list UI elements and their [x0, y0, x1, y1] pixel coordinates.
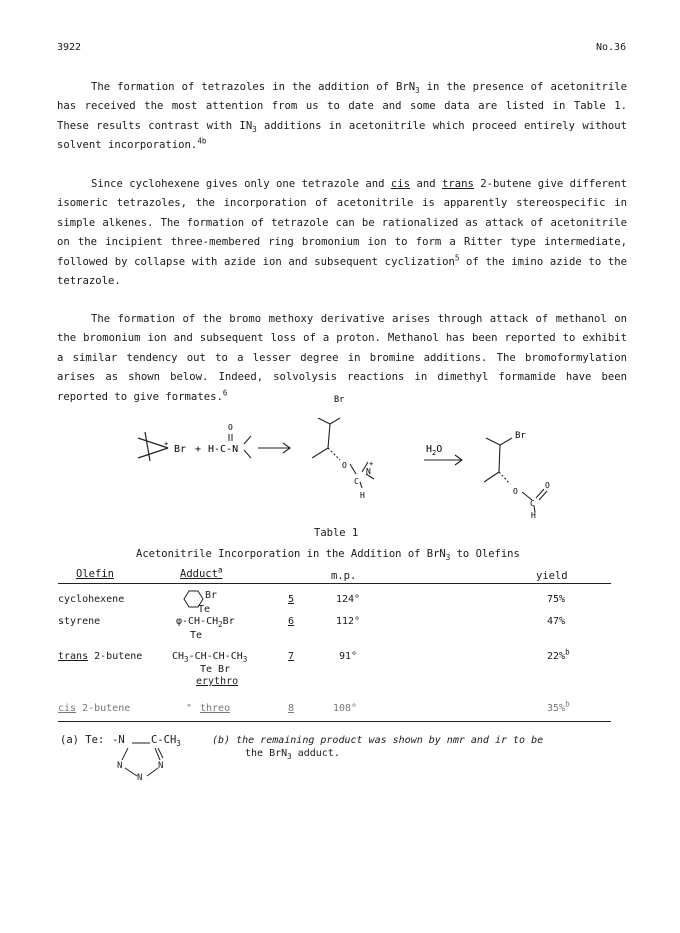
row3-olefin-rest: 2-butene — [88, 651, 143, 662]
p3-ref: 6 — [222, 388, 228, 398]
header-olefin: Olefin — [76, 568, 114, 580]
p2-ref: 5 — [454, 253, 460, 263]
product-br: Br — [515, 431, 526, 441]
row2-yield: 47% — [547, 616, 566, 627]
reaction-arrow-2 — [424, 455, 462, 465]
row4-adduct-ditto: " — [186, 703, 193, 714]
intermediate-n: N — [366, 467, 371, 476]
ritter-intermediate — [312, 418, 374, 488]
table-caption — [136, 548, 520, 563]
row3-adduct-sub: 3 — [184, 655, 189, 664]
row4-num: 8 — [288, 703, 295, 714]
intermediate-plus: + — [369, 460, 374, 468]
scheme-br-label: Br — [174, 444, 187, 455]
table-title: Table 1 — [314, 527, 359, 539]
row4-yield — [547, 699, 570, 714]
row2-num: 6 — [288, 616, 295, 627]
caption-text-b: to Olefins — [450, 548, 520, 560]
footnote-b-sub: 3 — [287, 752, 292, 761]
footnote-a-label: (a) Te: — [60, 734, 105, 746]
row1-olefin: cyclohexene — [58, 594, 125, 605]
product-h: H — [531, 511, 536, 518]
row4-mp: 108° — [333, 703, 358, 714]
caption-text-a: Acetonitrile Incorporation in the Addition of BrN — [136, 548, 446, 560]
p1-sub2: 3 — [252, 124, 257, 134]
table-bottom-rule — [58, 721, 611, 722]
scheme-plus-bromonium: + — [164, 440, 169, 448]
reaction-scheme — [0, 388, 680, 518]
p2-text-a: Since cyclohexene gives only one tetrazole and — [91, 178, 391, 190]
row3-adduct-ch: CH — [172, 651, 185, 662]
journal-number: No.36 — [596, 42, 627, 53]
row4-yield-sup: b — [565, 699, 570, 709]
scheme-reagent: H-C-N — [208, 444, 239, 455]
row3-adduct-mid: -CH-CH-CH — [188, 651, 243, 662]
row3-adduct-tebr: Te Br — [200, 664, 231, 675]
intermediate-h: H — [360, 491, 365, 500]
p1-text-c: additions in acetonitrile which proceed entirely without solvent incorporation. — [57, 119, 628, 152]
footnote-b-label: (b) — [212, 735, 231, 746]
scheme-plus: + — [195, 444, 202, 455]
paragraph-2 — [57, 175, 627, 291]
reaction-arrow-1 — [258, 443, 290, 453]
row3-olefin — [58, 651, 142, 662]
row1-mp: 124° — [336, 594, 361, 605]
row2-adduct-te: Te — [190, 630, 203, 641]
row2-adduct — [176, 616, 235, 627]
p2-and: and — [410, 178, 442, 190]
caption-sub: 3 — [445, 553, 451, 563]
footnote-a-c-sub: 3 — [176, 739, 181, 749]
row2-olefin: styrene — [58, 616, 101, 627]
row3-adduct — [172, 651, 247, 662]
footnote-b-line2 — [245, 748, 340, 759]
product-c: C — [530, 499, 535, 508]
header-mp: m.p. — [331, 570, 357, 582]
row3-adduct-stereo: erythro — [196, 676, 239, 687]
footnote-a-n: -N — [112, 734, 125, 746]
paragraph-1 — [57, 78, 627, 156]
row3-num: 7 — [288, 651, 295, 662]
footnote-b-text2b: adduct. — [291, 748, 340, 759]
row4-olefin-rest: 2-butene — [76, 703, 131, 714]
row3-mp: 91° — [339, 651, 358, 662]
footnote-a-n2: N — [158, 761, 164, 771]
row2-adduct-br: Br — [222, 616, 235, 627]
header-adduct-sup: a — [217, 565, 223, 575]
row3-olefin-trans: trans — [58, 651, 89, 662]
p2-text-b: 2-butene give different isomeric tetrazoles, the incorporation of acetonitrile is apparently stereospecific in simple alkenes. The formation of tetrazole can be rationalized as attack of acetonitrile on the incipient three-membered ring bromonium ion to form a Ritter type intermediate, followed by collapse with azide ion and subsequent cyclization — [57, 178, 628, 268]
product-o2: O — [545, 481, 550, 490]
row4-olefin — [58, 703, 130, 714]
row1-yield: 75% — [547, 594, 566, 605]
header-adduct — [180, 565, 223, 580]
row4-adduct-stereo: threo — [200, 703, 231, 714]
row3-yield-sup: b — [565, 647, 570, 657]
p1-sub: 3 — [415, 86, 420, 96]
row4-yield-value: 35% — [547, 703, 566, 714]
row1-adduct-te: Te — [198, 604, 211, 615]
formate-product — [484, 438, 547, 512]
water-h: $H_2O$ — [426, 444, 443, 457]
p1-text-b: in the presence of acetonitrile has received the most attention from us to date and some data are listed in Table 1. These results contrast with IN — [57, 81, 627, 132]
footnote-b-text2a: the BrN — [245, 748, 288, 759]
p1-ref: 4b — [197, 136, 207, 146]
row3-adduct-sub2: 3 — [242, 655, 248, 664]
scheme-o-label: O — [228, 423, 233, 432]
footnote-b — [212, 735, 543, 746]
p1-text-a: The formation of tetrazoles in the addition of BrN — [91, 81, 416, 93]
row1-adduct-br: Br — [205, 590, 218, 601]
footnote-a-c-text: C-CH — [151, 734, 177, 746]
table-top-rule — [58, 583, 611, 584]
row3-yield — [547, 647, 570, 662]
header-adduct-text: Adduct — [180, 568, 218, 580]
row4-olefin-cis: cis — [58, 703, 77, 714]
p2-trans: trans — [441, 178, 474, 190]
row2-adduct-sub: 2 — [218, 620, 223, 629]
intermediate-c: C — [354, 477, 359, 486]
product-o: O — [513, 487, 518, 496]
p2-text-c: of the imino azide to the tetrazole. — [57, 255, 628, 288]
p2-cis: cis — [390, 178, 411, 190]
row2-adduct-text: φ-CH-CH — [176, 616, 219, 627]
p3-text: The formation of the bromo methoxy derivative arises through attack of methanol on the bromonium ion and subsequent loss of a proton. Methanol has been reported to exhibit a similar tendency out to a lesser degree in bromine additions. The bromoformylation arises as shown below. Indeed, solvolysis reactions in dimethyl formamide have been reported to give formates. — [57, 313, 627, 403]
intermediate-br: Br — [334, 395, 345, 405]
footnote-b-text1: the remaining product was shown by nmr and ir to be — [236, 735, 544, 746]
intermediate-o: O — [342, 461, 347, 470]
footnote-a-n1: N — [117, 761, 123, 771]
row3-yield-value: 22% — [547, 651, 566, 662]
page-number: 3922 — [57, 42, 82, 53]
footnote-a-n3: N — [137, 773, 143, 783]
row1-num: 5 — [288, 594, 295, 605]
header-yield: yield — [536, 570, 568, 582]
row2-mp: 112° — [336, 616, 361, 627]
